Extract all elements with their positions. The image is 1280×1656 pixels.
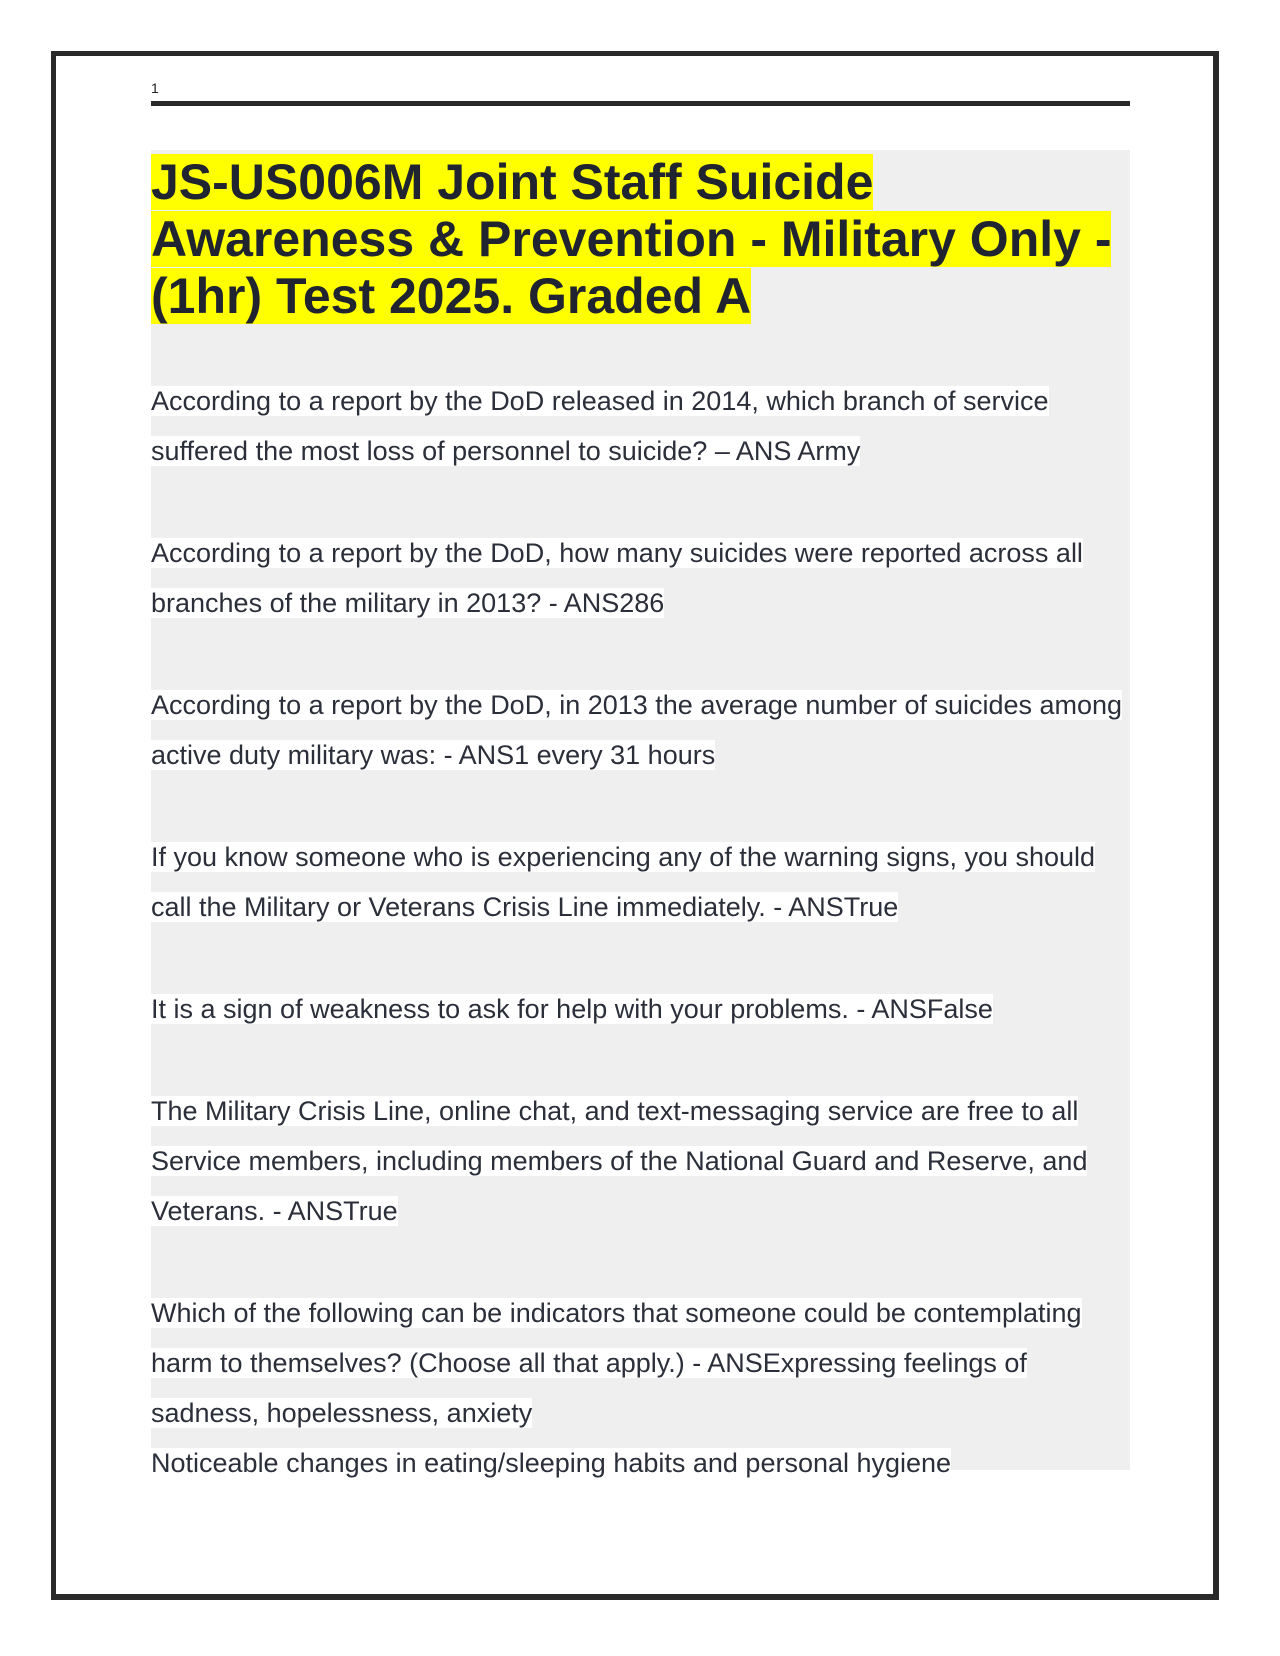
qa-item — [151, 680, 1130, 780]
qa-item — [151, 528, 1130, 628]
qa-item — [151, 376, 1130, 476]
document-title — [151, 150, 1130, 325]
qa-item-text: Which of the following can be indicators that someone could be contemplating harm to themselves? (Choose all that apply.) - ANSExpressing feelings of sadness, hopelessness, anxiety — [151, 1298, 1082, 1428]
qa-item — [151, 984, 1130, 1034]
qa-item-text: It is a sign of weakness to ask for help with your problems. - ANSFalse — [151, 994, 993, 1024]
document-body — [151, 150, 1130, 1478]
document-title-text: JS-US006M Joint Staff Suicide Awareness & Prevention - Military Only - (1hr) Test 2025. Graded A — [151, 154, 1112, 324]
qa-item — [151, 1288, 1130, 1488]
qa-item-text: According to a report by the DoD, how many suicides were reported across all branches of the military in 2013? - ANS286 — [151, 538, 1083, 618]
qa-item-text: The Military Crisis Line, online chat, and text-messaging service are free to all Service members, including members of the National Guard and Reserve, and Veterans. - ANSTrue — [151, 1096, 1088, 1226]
header-rule — [151, 101, 1130, 106]
qa-item-text: According to a report by the DoD, in 2013 the average number of suicides among active duty military was: - ANS1 every 31 hours — [151, 690, 1123, 770]
qa-item — [151, 832, 1130, 932]
qa-item-text: If you know someone who is experiencing any of the warning signs, you should call the Military or Veterans Crisis Line immediately. - ANSTrue — [151, 842, 1096, 922]
page-number: 1 — [151, 80, 159, 96]
qa-item — [151, 1086, 1130, 1236]
qa-item-extra-answer: Noticeable changes in eating/sleeping habits and personal hygiene — [151, 1448, 952, 1478]
qa-list — [151, 376, 1130, 1488]
qa-item-text: According to a report by the DoD released in 2014, which branch of service suffered the most loss of personnel to suicide? – ANS Army — [151, 386, 1049, 466]
